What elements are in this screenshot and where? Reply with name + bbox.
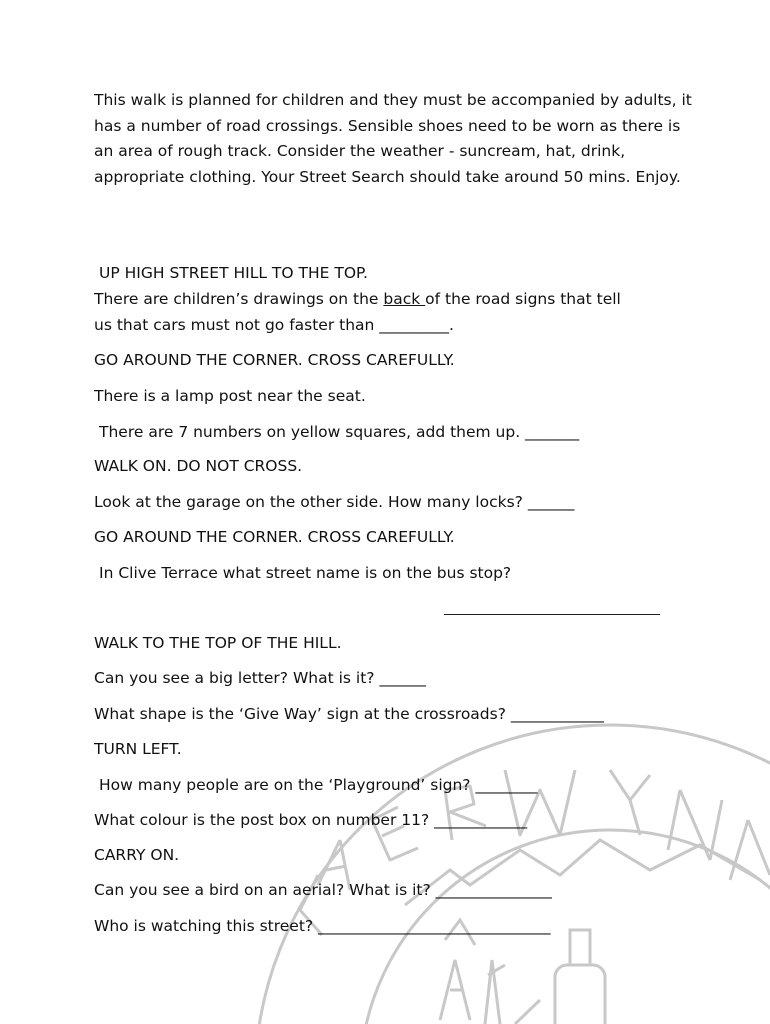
instruction-corner-2: GO AROUND THE CORNER. CROSS CAREFULLY.: [94, 528, 455, 546]
question-road-signs-start: There are children’s drawings on the: [94, 290, 384, 308]
instruction-walk-on: WALK ON. DO NOT CROSS.: [94, 457, 303, 475]
text-lamp-post: There is a lamp post near the seat.: [94, 387, 366, 405]
question-bird-aerial: Can you see a bird on an aerial? What is it? _______________: [94, 881, 552, 899]
question-speed-limit: us that cars must not go faster than _________.: [94, 316, 454, 334]
question-playground-sign: How many people are on the ‘Playground’ sign? ________: [99, 776, 538, 794]
question-road-signs: [94, 290, 621, 308]
question-bus-stop: In Clive Terrace what street name is on the bus stop?: [99, 564, 512, 582]
question-garage-locks: Look at the garage on the other side. How many locks? ______: [94, 493, 575, 511]
intro-paragraph: [94, 88, 704, 190]
instruction-top-of-hill: WALK TO THE TOP OF THE HILL.: [94, 634, 342, 652]
question-yellow-squares: There are 7 numbers on yellow squares, add them up. _______: [99, 423, 580, 441]
instruction-up-high-street: UP HIGH STREET HILL TO THE TOP.: [99, 264, 368, 282]
underlined-back: back: [383, 290, 426, 308]
instruction-carry-on: CARRY ON.: [94, 846, 180, 864]
question-road-signs-end: of the road signs that tell: [425, 290, 621, 308]
intro-text: This walk is planned for children and they must be accompanied by adults, it has a number of road crossings. Sensible shoes need to be worn as there is an area of rough track. Consider the weather - suncream, hat, drink, appropriate clothing. Your Street Search should take around 50 mins. Enjoy.: [94, 91, 692, 186]
question-post-box: What colour is the post box on number 11? ____________: [94, 811, 528, 829]
instruction-turn-left: TURN LEFT.: [94, 740, 182, 758]
answer-blank-bus-stop: [444, 614, 660, 615]
question-who-watching: Who is watching this street? ______________________________: [94, 917, 551, 935]
question-give-way-sign: What shape is the ‘Give Way’ sign at the crossroads? ____________: [94, 705, 604, 723]
instruction-corner-1: GO AROUND THE CORNER. CROSS CAREFULLY.: [94, 351, 455, 369]
question-big-letter: Can you see a big letter? What is it? ______: [94, 669, 426, 687]
